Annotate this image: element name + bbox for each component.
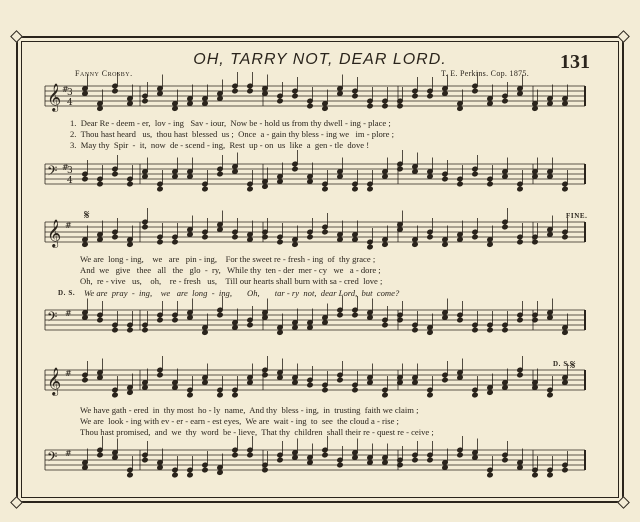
- svg-text:𝄞: 𝄞: [47, 219, 62, 247]
- svg-text:3: 3: [67, 88, 73, 98]
- svg-text:𝄋: 𝄋: [570, 358, 576, 373]
- svg-text:3: 3: [67, 166, 73, 176]
- svg-text:#: #: [65, 369, 72, 378]
- ds-marking-left: D. S.: [58, 289, 76, 297]
- svg-text:#: #: [62, 85, 69, 94]
- svg-text:#: #: [65, 309, 72, 318]
- svg-text:#: #: [62, 163, 69, 172]
- svg-text:#: #: [65, 449, 72, 458]
- third-line-3: Thou hast promised, and we thy word be - lieve, That thy children shall their re - quest re - ceive ;: [80, 427, 434, 437]
- svg-text:4: 4: [67, 176, 73, 186]
- verse-line-1: 1. Dear Re - deem - er, lov - ing Sav - iour, Now be - hold us from thy dwell - ing - place ;: [70, 118, 391, 128]
- svg-text:𝄢: 𝄢: [47, 309, 58, 328]
- fine-marking: FINE.: [566, 212, 588, 220]
- svg-text:𝄞: 𝄞: [47, 367, 62, 395]
- svg-text:𝄋: 𝄋: [84, 208, 90, 223]
- composer-credit: T. E. Perkins. Cop. 1875.: [441, 69, 530, 78]
- refrain-line-2: And we give thee all the glo - ry, While thy ten - der mer - cy we a - dore ;: [80, 265, 381, 275]
- hymn-title: OH, TARRY NOT, DEAR LORD.: [193, 51, 447, 68]
- refrain-line-1: We are long - ing, we are pin - ing, For the sweet re - fresh - ing of thy grace ;: [80, 254, 376, 264]
- svg-text:4: 4: [67, 98, 73, 108]
- ds-lyric-line: We are pray - ing, we are long - ing, Oh, tar - ry not, dear Lord, but come?: [84, 288, 400, 298]
- author-credit: Fanny Crosby.: [75, 69, 133, 78]
- svg-text:𝄢: 𝄢: [47, 163, 58, 182]
- third-line-2: We are look - ing with ev - er - earn - est eyes, We are wait - ing to see the cloud a - rise ;: [80, 416, 399, 426]
- ds-marking-right: D. S.: [553, 360, 571, 368]
- verse-line-2: 2. Thou hast heard us, thou hast blessed us ; Once a - gain thy bless - ing we im - plore ;: [70, 129, 394, 139]
- svg-text:𝄞: 𝄞: [47, 83, 62, 111]
- svg-text:𝄢: 𝄢: [47, 449, 58, 468]
- hymn-number: 131: [560, 51, 590, 73]
- svg-text:#: #: [65, 221, 72, 230]
- refrain-line-3: Oh, re - vive us, oh, re - fresh us, Till our hearts shall burn with sa - cred love ;: [80, 276, 383, 286]
- verse-line-3: 3. May thy Spir - it, now de - scend - ing, Rest up - on us like a gen - tle dove !: [70, 140, 370, 150]
- third-line-1: We have gath - ered in thy most ho - ly name, And thy bless - ing, in trusting faith we claim ;: [80, 405, 419, 415]
